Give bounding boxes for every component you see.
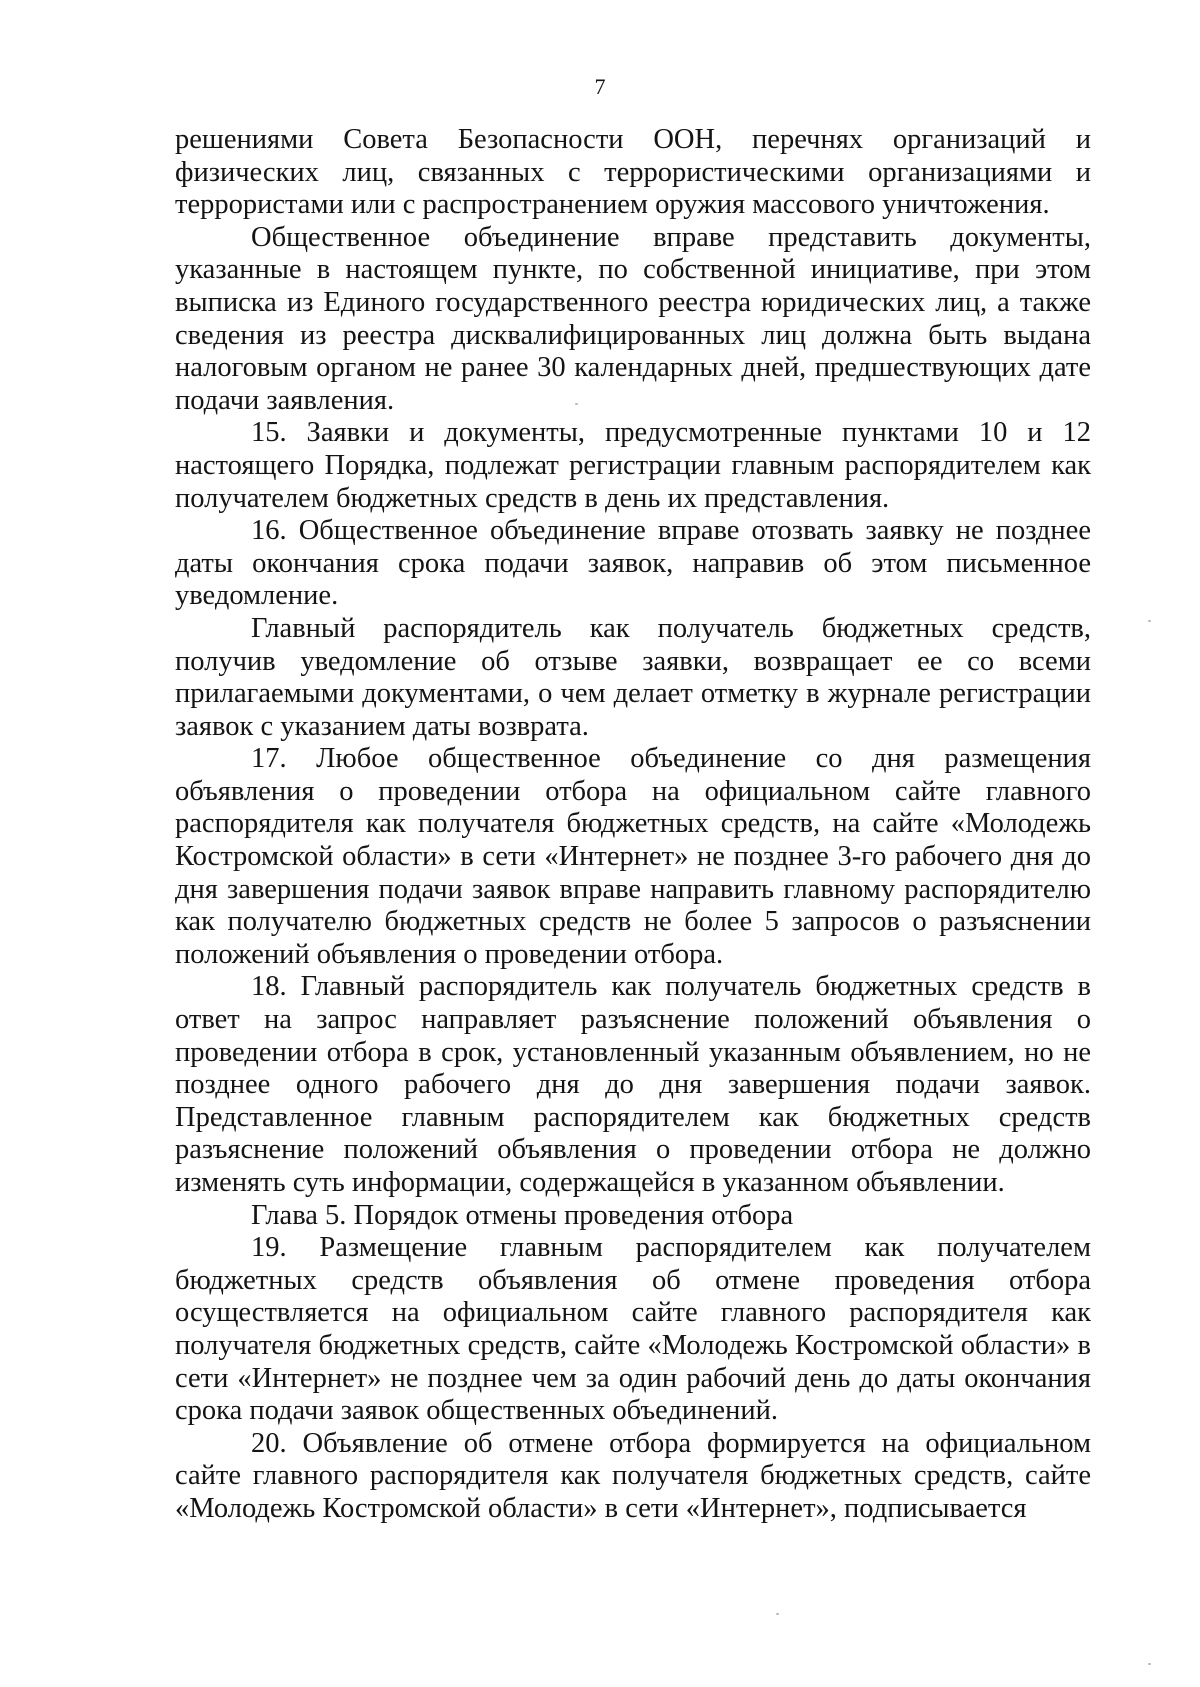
paragraph-item-20: 20. Объявление об отмене отбора формируется на официальном сайте главного распорядителя как получателя бюджетных средств, сайте «Молодежь Костромской области» в сети «Интернет», подписывается <box>175 1427 1091 1524</box>
paragraph-withdrawal-return: Главный распорядитель как получатель бюджетных средств, получив уведомление об отзыве заявки, возвращает ее со всеми прилагаемыми документами, о чем делает отметку в журнале регистрации заявок с указанием даты возврата. <box>175 612 1091 742</box>
scan-speck <box>1148 620 1151 622</box>
scan-speck <box>776 1613 779 1615</box>
paragraph-item-17: 17. Любое общественное объединение со дня размещения объявления о проведении отбора на официальном сайте главного распорядителя как получателя бюджетных средств, на сайте «Молодежь Костромской области» в сети «Интернет» не позднее 3-го рабочего дня до дня завершения подачи заявок вправе направить главному распорядителю как получателю бюджетных средств не более 5 запросов о разъяснении положений объявления о проведении отбора. <box>175 743 1091 970</box>
document-body <box>175 124 1091 1526</box>
chapter-heading: Глава 5. Порядок отмены проведения отбора <box>251 1199 794 1231</box>
paragraph-voluntary-documents: Общественное объединение вправе представить документы, указанные в настоящем пункте, по собственной инициативе, при этом выписка из Единого государственного реестра юридических лиц, а также сведения из реестра дисквалифицированных лиц должна быть выдана налоговым органом не ранее 30 календарных дней, предшествующих дате подачи заявления. <box>175 221 1091 416</box>
paragraph-item-16: 16. Общественное объединение вправе отозвать заявку не позднее даты окончания срока подачи заявок, направив об этом письменное уведомление. <box>175 515 1091 612</box>
paragraph-continuation: решениями Совета Безопасности ООН, перечнях организаций и физических лиц, связанных с террористическими организациями и террористами или с распространением оружия массового уничтожения. <box>175 124 1091 221</box>
scan-speck <box>1148 1663 1151 1665</box>
paragraph-item-15: 15. Заявки и документы, предусмотренные пунктами 10 и 12 настоящего Порядка, подлежат регистрации главным распорядителем как получателем бюджетных средств в день их представления. <box>175 417 1091 514</box>
paragraph-item-19: 19. Размещение главным распорядителем как получателем бюджетных средств объявления об отмене проведения отбора осуществляется на официальном сайте главного распорядителя как получателя бюджетных средств, сайте «Молодежь Костромской области» в сети «Интернет» не позднее чем за один рабочий день до даты окончания срока подачи заявок общественных объединений. <box>175 1232 1091 1427</box>
page-number: 7 <box>594 74 606 99</box>
scan-speck <box>575 403 578 405</box>
paragraph-item-18: 18. Главный распорядитель как получатель бюджетных средств в ответ на запрос направляет разъяснение положений объявления о проведении отбора в срок, установленный указанным объявлением, но не позднее одного рабочего дня до дня завершения подачи заявок. Представленное главным распорядителем как бюджетных средств разъяснение положений объявления о проведении отбора не должно изменять суть информации, содержащейся в указанном объявлении. <box>175 971 1091 1198</box>
